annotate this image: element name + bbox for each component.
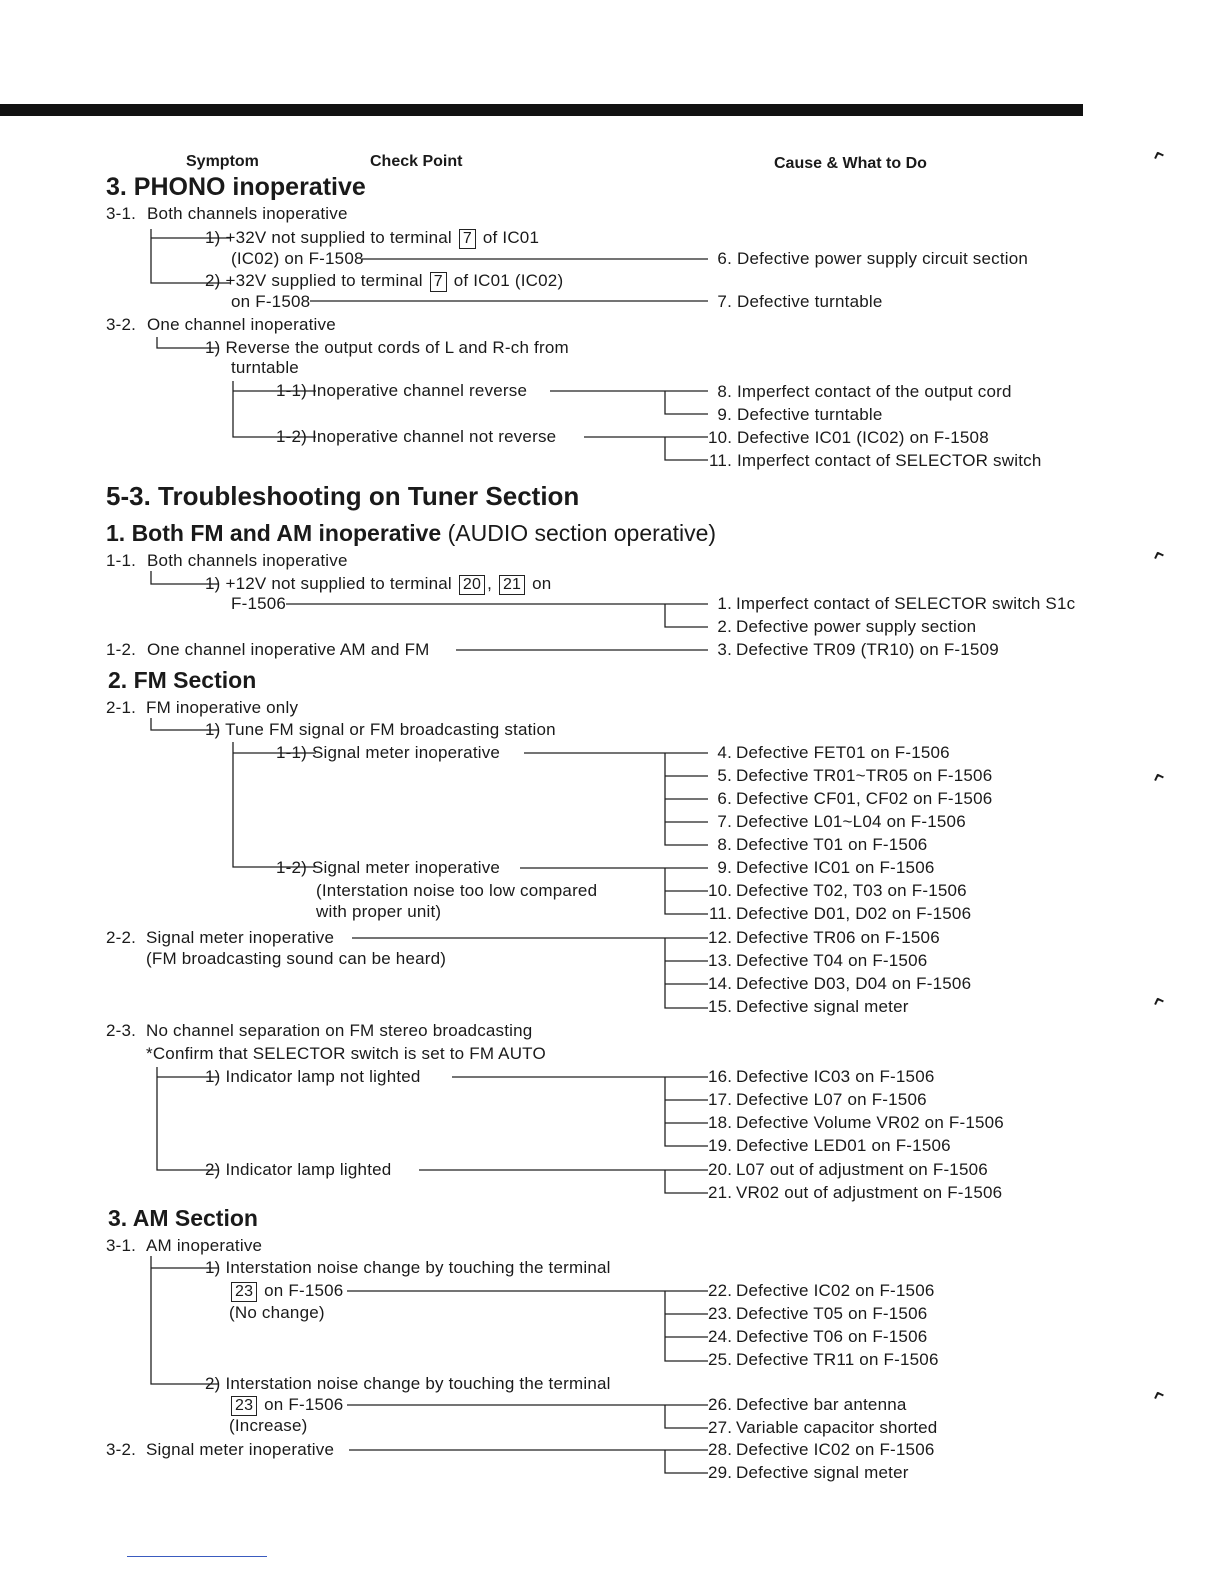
cause-number: 6.	[717, 249, 732, 268]
am-section-heading: 3. AM Section	[108, 1205, 258, 1231]
cause-text: Defective IC01 on F-1506	[736, 858, 935, 877]
cause-text: Imperfect contact of SELECTOR switch	[737, 451, 1042, 470]
check-point-cont: turntable	[231, 358, 299, 377]
cause-number: 14.	[708, 974, 733, 993]
cause-number: 4.	[717, 743, 732, 762]
cause-text: Defective D01, D02 on F-1506	[736, 904, 972, 923]
check-point-cont: (Increase)	[229, 1416, 308, 1435]
cause-number: 16.	[708, 1067, 733, 1086]
cause-text: Defective CF01, CF02 on F-1506	[736, 789, 993, 808]
check-point: 1) Interstation noise change by touching the terminal	[205, 1258, 611, 1277]
cause-text: Imperfect contact of SELECTOR switch S1c	[736, 594, 1076, 613]
check-sub-point: 1-1) Signal meter inoperative	[276, 743, 501, 762]
cause-text: Defective bar antenna	[736, 1395, 907, 1414]
cause-number: 6.	[717, 789, 732, 808]
cause-number: 26.	[708, 1395, 733, 1414]
check-point-cont: F-1506	[231, 594, 287, 613]
heading-paren: (AUDIO section operative)	[447, 520, 717, 546]
symptom-label: AM inoperative	[146, 1236, 263, 1255]
separator: ,	[487, 574, 492, 593]
cause-number: 9.	[717, 858, 732, 877]
cause-text: Defective T02, T03 on F-1506	[736, 881, 967, 900]
cause-number: 8.	[717, 382, 732, 401]
cause-number: 17.	[708, 1090, 733, 1109]
cause-number: 29.	[708, 1463, 733, 1482]
check-text: on F-1506	[264, 1395, 344, 1414]
check-point	[205, 574, 551, 595]
symptom-label: Both channels inoperative	[147, 204, 348, 223]
cause-number: 9.	[717, 405, 732, 424]
check-sub-point: 1-2) Inoperative channel not reverse	[276, 427, 557, 446]
margin-mark-icon: ⌃	[1146, 145, 1175, 178]
column-header-cause: Cause & What to Do	[774, 155, 927, 172]
terminal-box: 20	[459, 575, 485, 595]
cause-number: 8.	[717, 835, 732, 854]
symptom-label: No channel separation on FM stereo broadcasting	[146, 1021, 533, 1040]
check-sub-point: 1-1) Inoperative channel reverse	[276, 381, 528, 400]
terminal-box: 23	[231, 1282, 257, 1302]
margin-mark-icon: ⌃	[1146, 545, 1175, 578]
check-text: of IC01	[482, 228, 540, 247]
cause-number: 5.	[717, 766, 732, 785]
check-text: on F-1506	[264, 1281, 344, 1300]
cause-text: Defective signal meter	[736, 1463, 909, 1482]
cause-number: 10.	[708, 428, 733, 447]
symptom-number: 3-1.	[106, 1236, 137, 1255]
cause-text: VR02 out of adjustment on F-1506	[736, 1183, 1003, 1202]
cause-text: Defective signal meter	[736, 997, 909, 1016]
margin-mark-icon: ⌃	[1146, 991, 1175, 1024]
cause-text: Defective L07 on F-1506	[736, 1090, 927, 1109]
cause-text: Defective T04 on F-1506	[736, 951, 928, 970]
margin-mark-icon: ⌃	[1146, 767, 1175, 800]
cause-number: 1.	[717, 594, 732, 613]
symptom-label: One channel inoperative AM and FM	[147, 640, 430, 659]
phono-heading: 3. PHONO inoperative	[106, 173, 366, 201]
symptom-number: 2-1.	[106, 698, 137, 717]
cause-text: Defective T01 on F-1506	[736, 835, 928, 854]
check-text: on	[532, 574, 552, 593]
symptom-label-cont: (FM broadcasting sound can be heard)	[146, 949, 447, 968]
symptom-number: 3-2.	[106, 1440, 137, 1459]
check-text: 1) +32V not supplied to terminal	[205, 228, 452, 247]
cause-number: 21.	[708, 1183, 733, 1202]
heading-text: 1. Both FM and AM inoperative	[106, 520, 442, 546]
cause-text: Defective TR01~TR05 on F-1506	[736, 766, 993, 785]
cause-text: Defective turntable	[737, 292, 883, 311]
cause-text: Defective T05 on F-1506	[736, 1304, 928, 1323]
symptom-label: Signal meter inoperative	[146, 928, 335, 947]
cause-text: Defective D03, D04 on F-1506	[736, 974, 972, 993]
check-point-cont: on F-1508	[231, 292, 311, 311]
cause-number: 25.	[708, 1350, 733, 1369]
terminal-box: 23	[231, 1396, 257, 1416]
symptom-number: 2-3.	[106, 1021, 137, 1040]
check-text: 1) +12V not supplied to terminal	[205, 574, 452, 593]
check-point	[205, 271, 563, 292]
symptom-label: One channel inoperative	[147, 315, 336, 334]
cause-number: 20.	[708, 1160, 733, 1179]
symptom-label: FM inoperative only	[146, 698, 299, 717]
check-point-cont	[229, 1281, 343, 1302]
symptom-number: 1-2.	[106, 640, 137, 659]
column-header-symptom: Symptom	[186, 153, 259, 170]
cause-number: 12.	[708, 928, 733, 947]
cause-text: Defective TR06 on F-1506	[736, 928, 940, 947]
check-point: 1) Indicator lamp not lighted	[205, 1067, 421, 1086]
cause-text: Defective L01~L04 on F-1506	[736, 812, 966, 831]
cause-number: 28.	[708, 1440, 733, 1459]
column-header-check-point: Check Point	[370, 153, 463, 170]
cause-text: Defective TR09 (TR10) on F-1509	[736, 640, 999, 659]
check-text: of IC01 (IC02)	[453, 271, 564, 290]
cause-text: Defective IC01 (IC02) on F-1508	[737, 428, 989, 447]
cause-number: 11.	[709, 904, 732, 923]
terminal-box: 7	[430, 272, 447, 292]
cause-number: 10.	[708, 881, 733, 900]
check-point-cont: (No change)	[229, 1303, 325, 1322]
cause-text: Imperfect contact of the output cord	[737, 382, 1012, 401]
cause-text: Defective T06 on F-1506	[736, 1327, 928, 1346]
both-fm-am-heading	[106, 519, 716, 547]
margin-mark-icon: ⌃	[1146, 1385, 1175, 1418]
symptom-label: Signal meter inoperative	[146, 1440, 335, 1459]
check-sub-point-cont: with proper unit)	[316, 902, 442, 921]
symptom-note: *Confirm that SELECTOR switch is set to FM AUTO	[146, 1044, 546, 1063]
fm-section-heading: 2. FM Section	[108, 667, 257, 693]
cause-text: Defective turntable	[737, 405, 883, 424]
check-sub-point-cont: (Interstation noise too low compared	[316, 881, 598, 900]
cause-number: 7.	[717, 812, 732, 831]
cause-text: Defective power supply section	[736, 617, 977, 636]
cause-number: 2.	[717, 617, 732, 636]
symptom-label: Both channels inoperative	[147, 551, 348, 570]
check-point	[205, 228, 539, 249]
cause-text: Defective IC02 on F-1506	[736, 1440, 935, 1459]
cause-text: Defective power supply circuit section	[737, 249, 1029, 268]
check-point: 2) Indicator lamp lighted	[205, 1160, 392, 1179]
cause-number: 18.	[708, 1113, 733, 1132]
tuner-section-heading: 5-3. Troubleshooting on Tuner Section	[106, 481, 580, 511]
check-point-cont: (IC02) on F-1508	[231, 249, 364, 268]
symptom-number: 3-1.	[106, 204, 137, 223]
check-text: 2) +32V supplied to terminal	[205, 271, 423, 290]
check-point-cont	[229, 1395, 343, 1416]
cause-text: Variable capacitor shorted	[736, 1418, 938, 1437]
cause-text: Defective IC02 on F-1506	[736, 1281, 935, 1300]
cause-number: 24.	[708, 1327, 733, 1346]
cause-text: Defective IC03 on F-1506	[736, 1067, 935, 1086]
cause-number: 7.	[717, 292, 732, 311]
cause-number: 22.	[708, 1281, 733, 1300]
check-point: 1) Reverse the output cords of L and R-ch from	[205, 338, 569, 357]
cause-number: 27.	[708, 1418, 733, 1437]
terminal-box: 7	[459, 229, 476, 249]
cause-number: 11.	[709, 451, 732, 470]
cause-number: 13.	[708, 951, 733, 970]
cause-text: Defective LED01 on F-1506	[736, 1136, 951, 1155]
cause-text: L07 out of adjustment on F-1506	[736, 1160, 988, 1179]
cause-number: 19.	[708, 1136, 733, 1155]
check-point: 2) Interstation noise change by touching the terminal	[205, 1374, 611, 1393]
symptom-number: 3-2.	[106, 315, 137, 334]
symptom-number: 2-2.	[106, 928, 137, 947]
check-sub-point: 1-2) Signal meter inoperative	[276, 858, 501, 877]
cause-text: Defective Volume VR02 on F-1506	[736, 1113, 1004, 1132]
check-point: 1) Tune FM signal or FM broadcasting station	[205, 720, 556, 739]
symptom-number: 1-1.	[106, 551, 137, 570]
terminal-box: 21	[499, 575, 525, 595]
cause-number: 23.	[708, 1304, 733, 1323]
cause-text: Defective TR11 on F-1506	[736, 1350, 939, 1369]
cause-text: Defective FET01 on F-1506	[736, 743, 950, 762]
cause-number: 3.	[717, 640, 732, 659]
cause-number: 15.	[708, 997, 733, 1016]
